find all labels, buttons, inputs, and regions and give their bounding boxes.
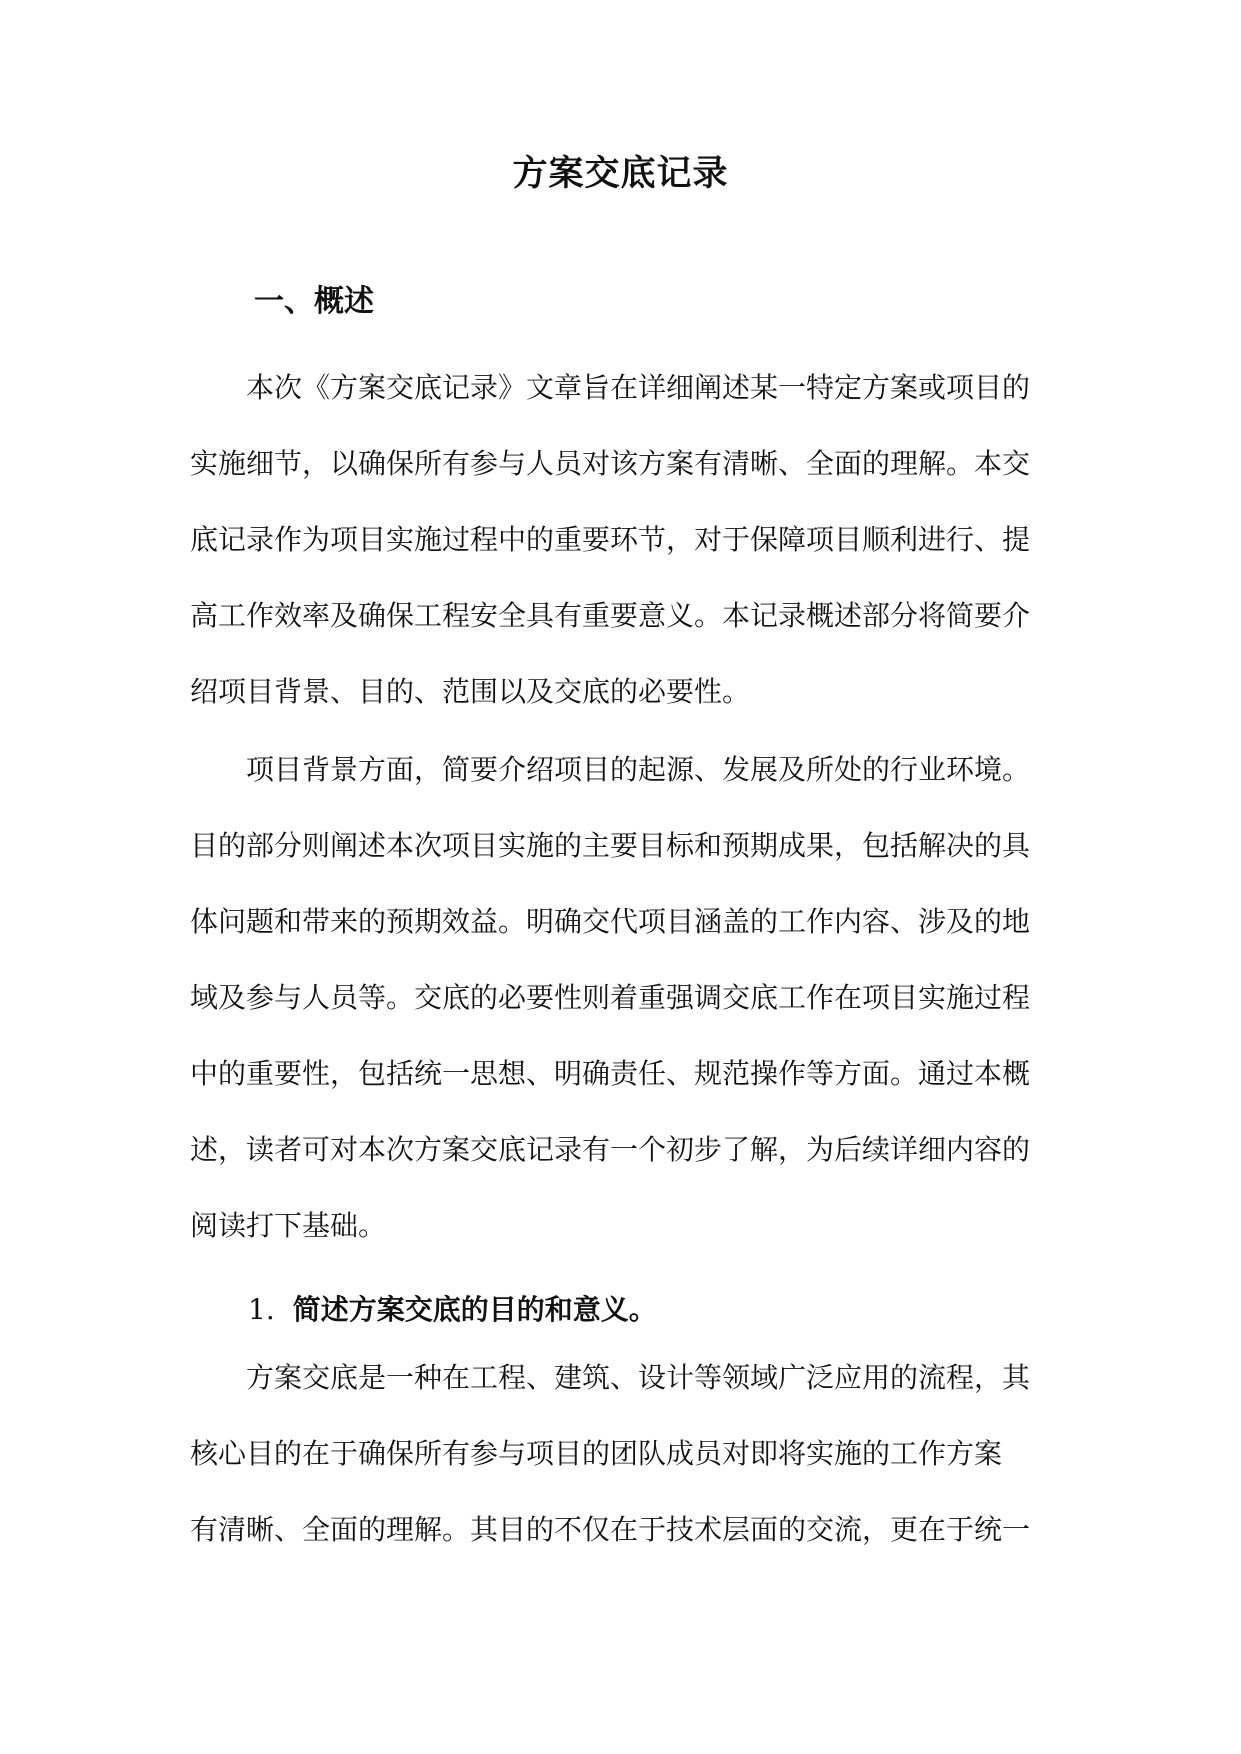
document-title: 方案交底记录 — [512, 153, 729, 194]
paragraph-line: 底记录作为项目实施过程中的重要环节，对于保障项目顺利进行、提 — [190, 523, 1031, 556]
paragraph-line: 阅读打下基础。 — [190, 1209, 387, 1242]
paragraph-line: 绍项目背景、目的、范围以及交底的必要性。 — [190, 675, 751, 708]
purpose-paragraph — [190, 1340, 1055, 1568]
section-heading-overview: 一、概述 — [254, 284, 374, 319]
paragraph-line: 域及参与人员等。交底的必要性则着重强调交底工作在项目实施过程 — [190, 981, 1031, 1014]
paragraph-line: 中的重要性，包括统一思想、明确责任、规范操作等方面。通过本概 — [190, 1057, 1031, 1090]
paragraph-line: 核心目的在于确保所有参与项目的团队成员对即将实施的工作方案 — [190, 1437, 1003, 1470]
paragraph-line: 实施细节，以确保所有参与人员对该方案有清晰、全面的理解。本交 — [190, 447, 1031, 480]
subsection-heading-purpose — [248, 1290, 657, 1330]
paragraph-line: 述，读者可对本次方案交底记录有一个初步了解，为后续详细内容的 — [190, 1133, 1031, 1166]
paragraph-line: 高工作效率及确保工程安全具有重要意义。本记录概述部分将简要介 — [190, 599, 1031, 632]
overview-paragraph-1 — [190, 350, 1055, 730]
paragraph-line: 项目背景方面，简要介绍项目的起源、发展及所处的行业环境。 — [246, 753, 1031, 786]
paragraph-line: 本次《方案交底记录》文章旨在详细阐述某一特定方案或项目的 — [246, 371, 1031, 404]
subsection-heading-text: 简述方案交底的目的和意义。 — [292, 1293, 657, 1326]
subsection-number: 1. — [248, 1293, 275, 1326]
overview-paragraph-2 — [190, 732, 1055, 1264]
paragraph-line: 方案交底是一种在工程、建筑、设计等领域广泛应用的流程，其 — [246, 1361, 1031, 1394]
paragraph-line: 有清晰、全面的理解。其目的不仅在于技术层面的交流，更在于统一 — [190, 1513, 1031, 1546]
paragraph-line: 目的部分则阐述本次项目实施的主要目标和预期成果，包括解决的具 — [190, 829, 1031, 862]
paragraph-line: 体问题和带来的预期效益。明确交代项目涵盖的工作内容、涉及的地 — [190, 905, 1031, 938]
